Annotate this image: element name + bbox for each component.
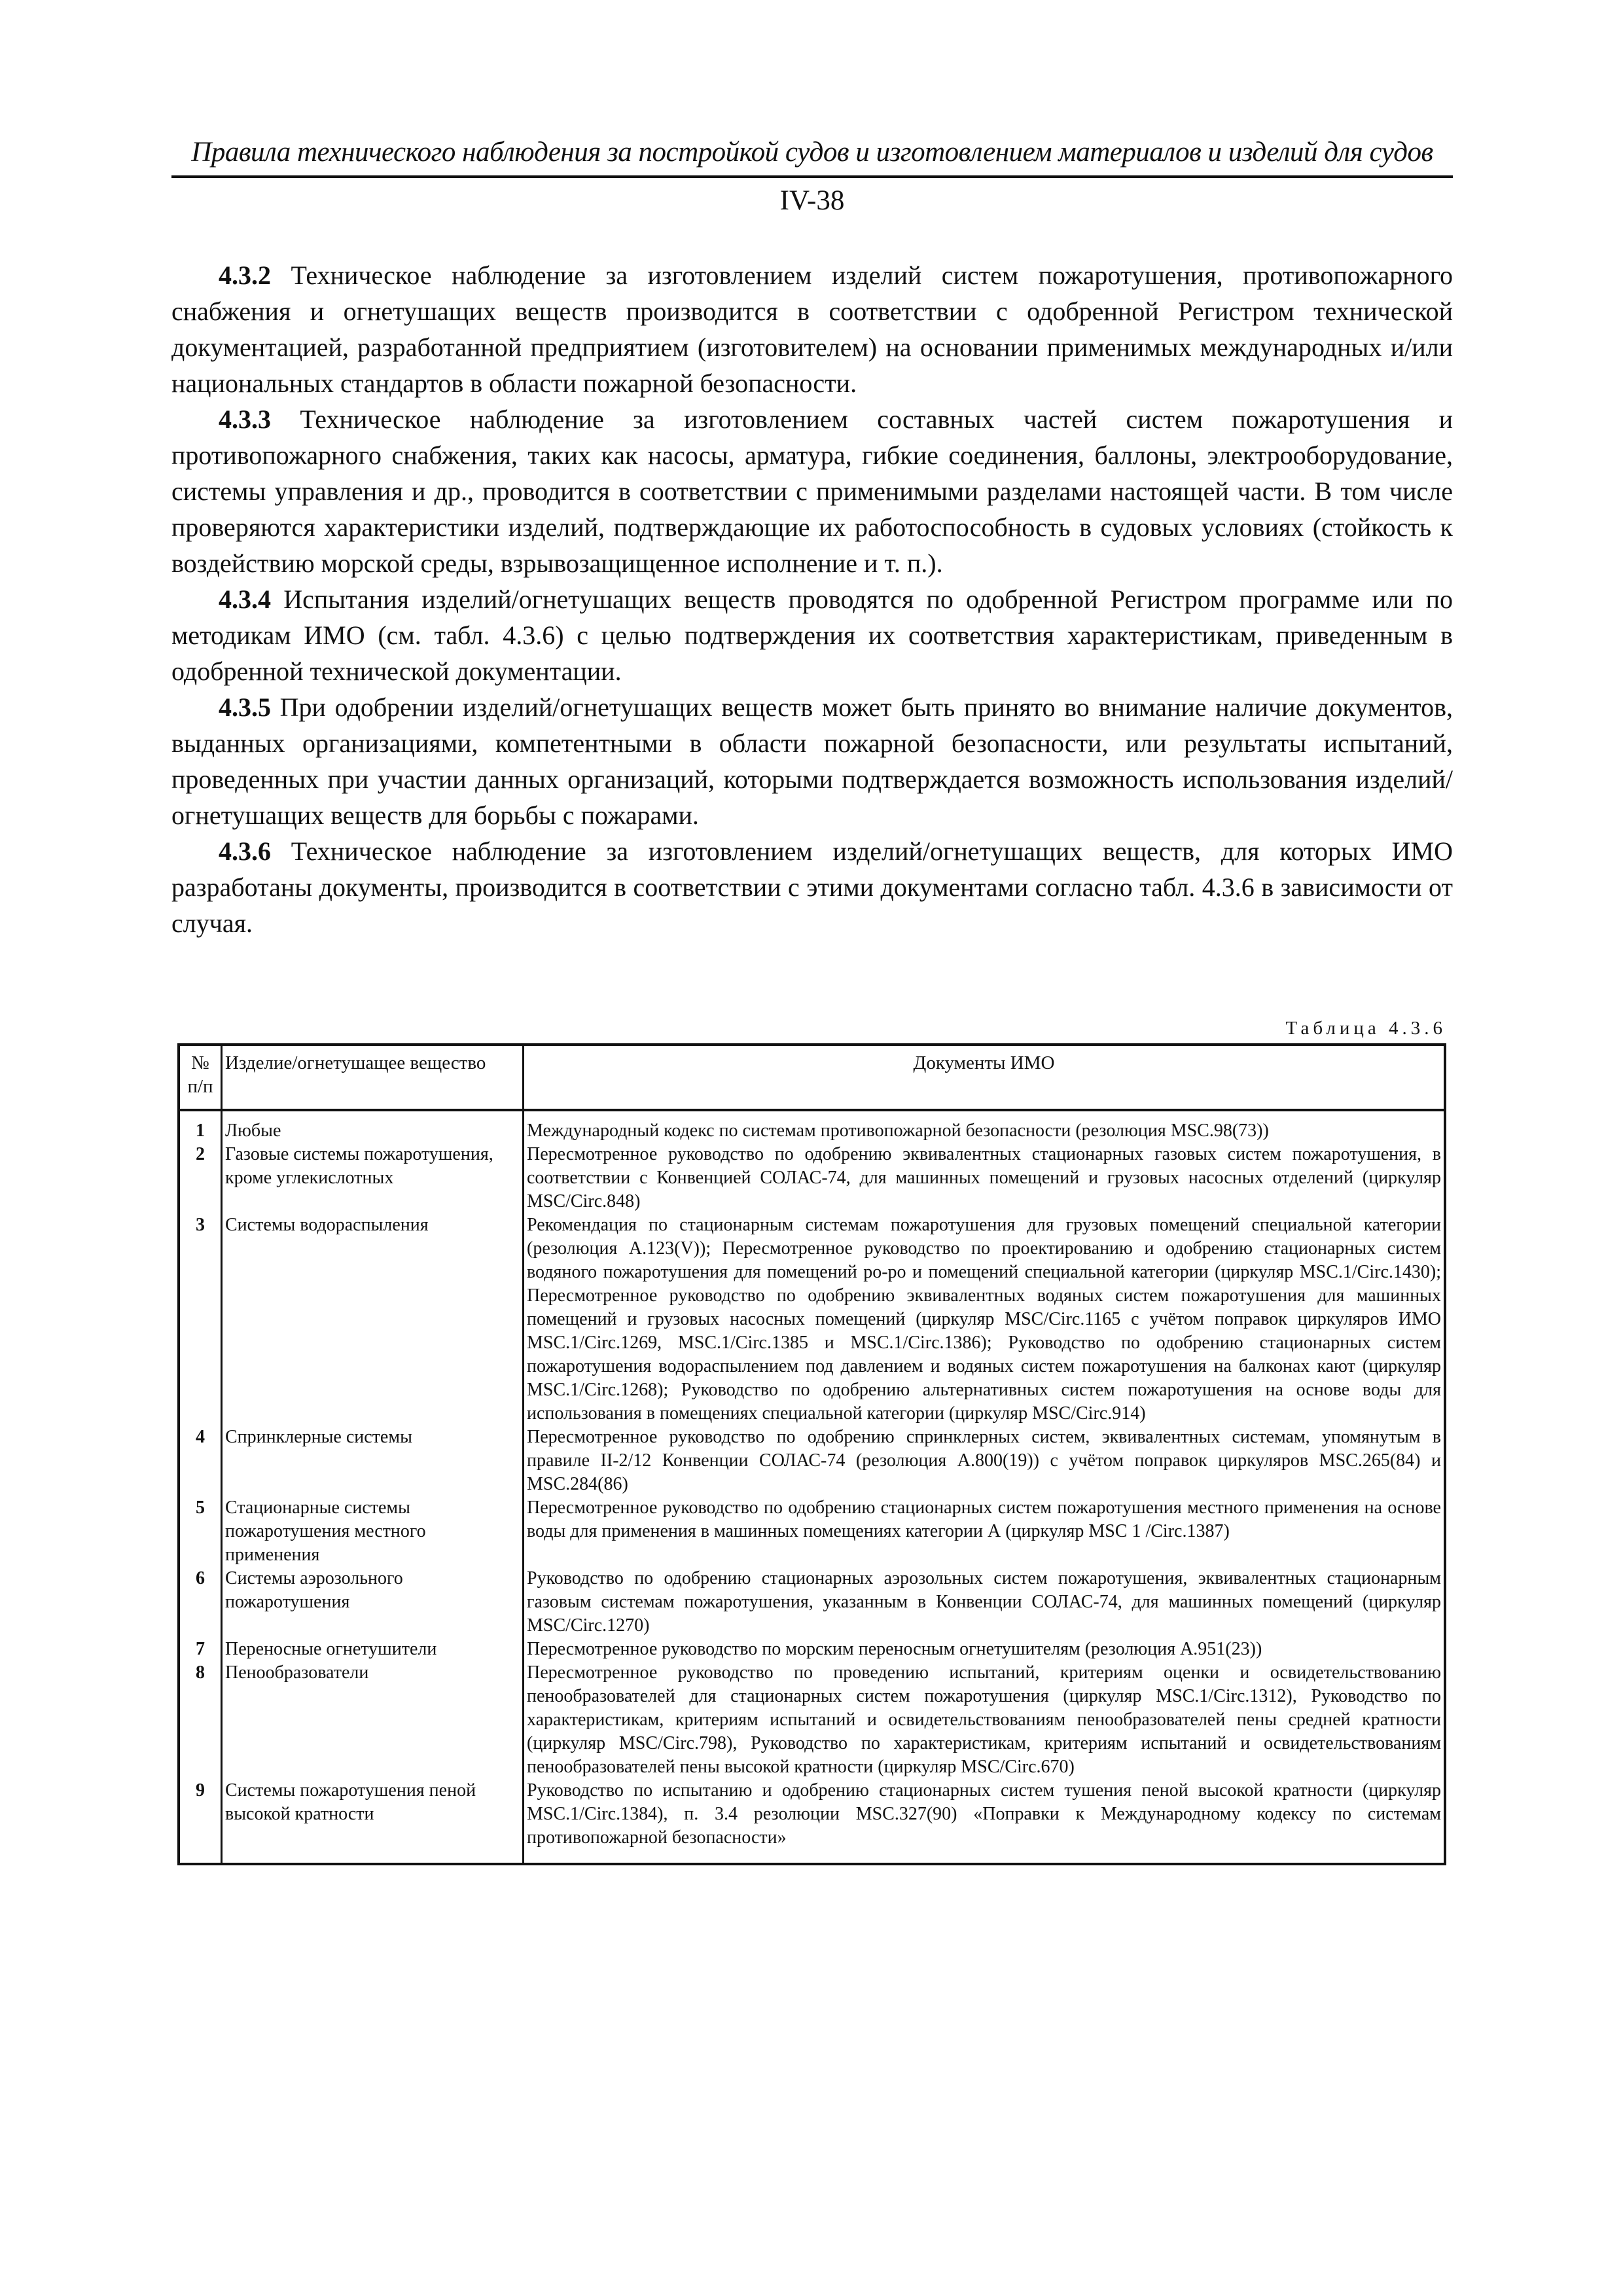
table-row xyxy=(179,1110,1445,1143)
clause-number: 4.3.6 xyxy=(219,836,271,866)
table-row xyxy=(179,1213,1445,1426)
clause-number: 4.3.5 xyxy=(219,692,271,722)
row-number: 8 xyxy=(179,1661,222,1779)
clause-number: 4.3.3 xyxy=(219,404,271,434)
row-documents: Международный кодекс по системам противопожарной безопасности (резолюция MSC.98(73)) xyxy=(527,1121,1269,1141)
row-product: Спринклерные системы xyxy=(222,1426,524,1496)
clause-number: 4.3.2 xyxy=(219,260,271,290)
paragraph-text: Испытания изделий/огнетушащих веществ проводятся по одобренной Регистром программе или по методикам ИМО (см. табл. 4.3.6) с целью подтверждения их соответствия характеристикам, приведенным в одобренной технической документации. xyxy=(171,584,1454,686)
row-number: 1 xyxy=(179,1110,222,1143)
table-row xyxy=(179,1638,1445,1661)
row-documents: Рекомендация по стационарным системам пожаротушения для грузовых помещений специальной категории (резолюция A.123(V)); Пересмотренное руководство по проектированию и одобрению стационарных систем водяного пожаротушения для помещений ро-ро и помещений специальной категории (циркуляр MSC.1/Circ.1430); Пересмотренное руководство по одобрению эквивалентных водяных систем пожаротушения для машинных помещений и грузовых насосных помещений (циркуляр MSC/Circ.1165 с учётом поправок циркуляров ИМО MSC.1/Circ.1269, MSC.1/Circ.1385 и MSC.1/Circ.1386); Руководство по одобрению стационарных систем пожаротушения водораспылением под давлением и водяных систем пожаротушения на балконах кают (циркуляр MSC.1/Circ.1268); Руководство по одобрению альтернативных систем пожаротушения на основе воды для использования в помещениях специальной категории (циркуляр MSC/Circ.914) xyxy=(527,1215,1441,1424)
body-text xyxy=(171,257,1453,941)
row-documents: Пересмотренное руководство по морским переносным огнетушителям (резолюция A.951(23)) xyxy=(527,1639,1262,1659)
row-product: Системы водораспыления xyxy=(222,1213,524,1426)
row-product: Системы пожаротушения пеной высокой кратности xyxy=(222,1779,524,1864)
table-row xyxy=(179,1661,1445,1779)
paragraph-4-3-2 xyxy=(171,257,1453,401)
table-header-row xyxy=(179,1045,1445,1110)
table-row xyxy=(179,1143,1445,1213)
paragraph-4-3-5 xyxy=(171,689,1453,833)
table-row xyxy=(179,1496,1445,1567)
table-caption: Таблица 4.3.6 xyxy=(1285,1018,1446,1039)
header-product: Изделие/огнетушащее вещество xyxy=(222,1045,524,1110)
paragraph-4-3-4 xyxy=(171,581,1453,689)
page-number: IV-38 xyxy=(779,185,845,216)
imo-documents-table xyxy=(177,1043,1446,1865)
table-row xyxy=(179,1779,1445,1864)
row-product: Системы аэрозольного пожаротушения xyxy=(222,1567,524,1638)
row-documents: Пересмотренное руководство по одобрению стационарных систем пожаротушения местного применения на основе воды для применения в машинных помещениях категории А (циркуляр MSC 1 /Circ.1387) xyxy=(527,1498,1441,1541)
table-row xyxy=(179,1426,1445,1496)
row-number: 7 xyxy=(179,1638,222,1661)
row-number: 4 xyxy=(179,1426,222,1496)
paragraph-text: Техническое наблюдение за изготовлением изделий систем пожаротушения, противопожарного снабжения и огнетушащих веществ производится в соответствии с одобренной Регистром технической документацией, разработанной предприятием (изготовителем) на основании применимых международных и/или национальных стандартов в области пожарной безопасности. xyxy=(171,260,1454,398)
row-product: Любые xyxy=(222,1110,524,1143)
row-product: Пенообразователи xyxy=(222,1661,524,1779)
paragraph-4-3-6 xyxy=(171,833,1453,941)
header-divider xyxy=(171,175,1453,178)
row-number: 2 xyxy=(179,1143,222,1213)
row-product: Переносные огнетушители xyxy=(222,1638,524,1661)
row-documents: Пересмотренное руководство по одобрению спринклерных систем, эквивалентных системам, упомянутым в правиле II-2/12 Конвенции СОЛАС-74 (резолюция A.800(19)) с учётом поправок циркуляров MSC.265(84) и MSC.284(86) xyxy=(527,1427,1441,1494)
row-number: 5 xyxy=(179,1496,222,1567)
row-number: 6 xyxy=(179,1567,222,1638)
running-header: Правила технического наблюдения за постройкой судов и изготовлением материалов и изделий для судов xyxy=(191,137,1433,168)
paragraph-text: Техническое наблюдение за изготовлением изделий/огнетушащих веществ, для которых ИМО разработаны документы, производится в соответствии с этими документами согласно табл. 4.3.6 в зависимости от случая. xyxy=(171,836,1454,938)
header-documents: Документы ИМО xyxy=(524,1045,1446,1110)
header-number: № п/п xyxy=(179,1045,222,1110)
row-documents: Руководство по испытанию и одобрению стационарных систем тушения пеной высокой кратности (циркуляр MSC.1/Circ.1384), п. 3.4 резолюции MSC.327(90) «Поправки к Международному кодексу по системам противопожарной безопасности» xyxy=(527,1780,1441,1848)
row-documents: Руководство по одобрению стационарных аэрозольных систем пожаротушения, эквивалентных стационарным газовым системам пожаротушения, указанным в Конвенции СОЛАС-74, для машинных помещений (циркуляр MSC/Circ.1270) xyxy=(527,1568,1441,1636)
paragraph-text: При одобрении изделий/огнетушащих веществ может быть принято во внимание наличие документов, выданных организациями, компетентными в области пожарной безопасности, или результаты испытаний, проведенных при участии данных организаций, которыми подтверждается возможность использования изделий/огнетушащих веществ для борьбы с пожарами. xyxy=(171,692,1453,830)
row-documents: Пересмотренное руководство по проведению испытаний, критериям оценки и освидетельствованию пенообразователей для стационарных систем пожаротушения (циркуляр MSC.1/Circ.1312), Руководство по характеристикам, критериям испытаний и освидетельствованиям пенообразователей пены средней кратности (циркуляр MSC/Circ.798), Руководство по характеристикам, критериям испытаний и освидетельствованиям пенообразователей пены высокой кратности (циркуляр MSC/Circ.670) xyxy=(527,1662,1441,1777)
row-documents: Пересмотренное руководство по одобрению эквивалентных стационарных газовых систем пожаротушения, в соответствии с Конвенцией СОЛАС-74, для машинных помещений и грузовых насосных отделений (циркуляр MSC/Circ.848) xyxy=(527,1144,1441,1211)
row-product: Газовые системы пожаротушения, кроме углекислотных xyxy=(222,1143,524,1213)
table-row xyxy=(179,1567,1445,1638)
row-number: 3 xyxy=(179,1213,222,1426)
paragraph-text: Техническое наблюдение за изготовлением составных частей систем пожаротушения и противопожарного снабжения, таких как насосы, арматура, гибкие соединения, баллоны, электрооборудование, системы управления и др., проводится в соответствии с применимыми разделами настоящей части. В том числе проверяются характеристики изделий, подтверждающие их работоспособность в судовых условиях (стойкость к воздействию морской среды, взрывозащищенное исполнение и т. п.). xyxy=(171,404,1454,578)
row-product: Стационарные системы пожаротушения местного применения xyxy=(222,1496,524,1567)
row-number: 9 xyxy=(179,1779,222,1864)
clause-number: 4.3.4 xyxy=(219,584,271,614)
paragraph-4-3-3 xyxy=(171,401,1453,581)
